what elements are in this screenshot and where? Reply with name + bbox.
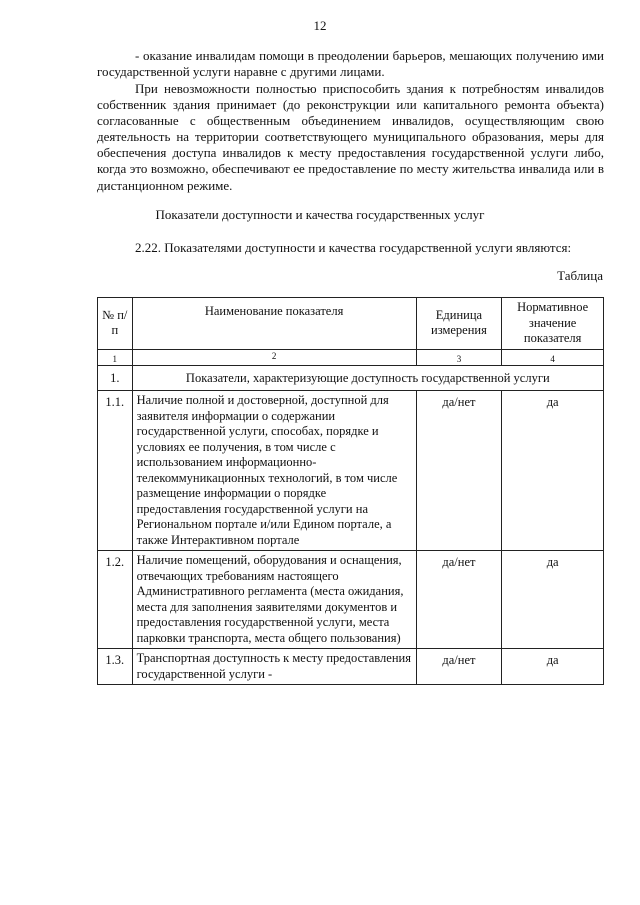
column-number: 2 [132, 349, 416, 365]
indicators-table [97, 297, 604, 685]
table-header-row [98, 298, 604, 350]
header-indicator-name: Наименование показателя [132, 298, 416, 350]
table-label: Таблица [557, 268, 603, 283]
row-unit: да/нет [416, 391, 502, 551]
row-value: да [502, 391, 604, 551]
section-title: Показатели, характеризующие доступность государственной услуги [132, 365, 603, 391]
paragraph-building-adaptation: При невозможности полностью приспособить здания к потребностям инвалидов собственник здания принимает (до реконструкции или капитального ремонта объекта) согласованные с общественным объединением инвалидов, осуществляющим свою деятельность на территории соответствующего муниципального образования, меры для обеспечения доступа инвалидов к месту предоставления государственной услуги либо, когда это возможно, обеспечивают ее предоставление по месту жительства инвалида или в дистанционном режиме. [97, 81, 604, 193]
row-number: 1.3. [98, 649, 133, 685]
table-row [98, 649, 604, 685]
row-unit: да/нет [416, 551, 502, 649]
row-number: 1.1. [98, 391, 133, 551]
row-indicator-name: Наличие полной и достоверной, доступной для заявителя информации о содержании государственной услуги, способах, порядке и условиях ее получения, в том числе с использованием информационно-телекоммуникационных технологий, в том числе размещение информации о порядке предоставления государственной услуги на Региональном портале и/или Едином портале, а также Интерактивном портале [132, 391, 416, 551]
row-value: да [502, 649, 604, 685]
column-number-row [98, 349, 604, 365]
row-indicator-name: Транспортная доступность к месту предоставления государственной услуги - [132, 649, 416, 685]
paragraph-2-22: 2.22. Показателями доступности и качества государственной услуги являются: [135, 240, 572, 255]
section-number: 1. [98, 365, 133, 391]
row-indicator-name: Наличие помещений, оборудования и оснащения, отвечающих требованиям настоящего Административного регламента (места ожидания, места для заполнения заявителями документов и предоставления государственной услуги, места парковки транспорта, места общего пользования) [132, 551, 416, 649]
column-number: 1 [98, 349, 133, 365]
section-row [98, 365, 604, 391]
header-normative-value: Нормативное значение показателя [502, 298, 604, 350]
paragraph-barriers: - оказание инвалидам помощи в преодолении барьеров, мешающих получению ими государственной услуги наравне с другими лицами. [97, 48, 604, 80]
table-row [98, 391, 604, 551]
page-number: 12 [313, 18, 327, 33]
row-number: 1.2. [98, 551, 133, 649]
column-number: 4 [502, 349, 604, 365]
header-number: № п/п [98, 298, 133, 350]
table-row [98, 551, 604, 649]
row-value: да [502, 551, 604, 649]
column-number: 3 [416, 349, 502, 365]
row-unit: да/нет [416, 649, 502, 685]
header-unit: Единица измерения [416, 298, 502, 350]
section-heading: Показатели доступности и качества государственных услуг [155, 207, 485, 222]
